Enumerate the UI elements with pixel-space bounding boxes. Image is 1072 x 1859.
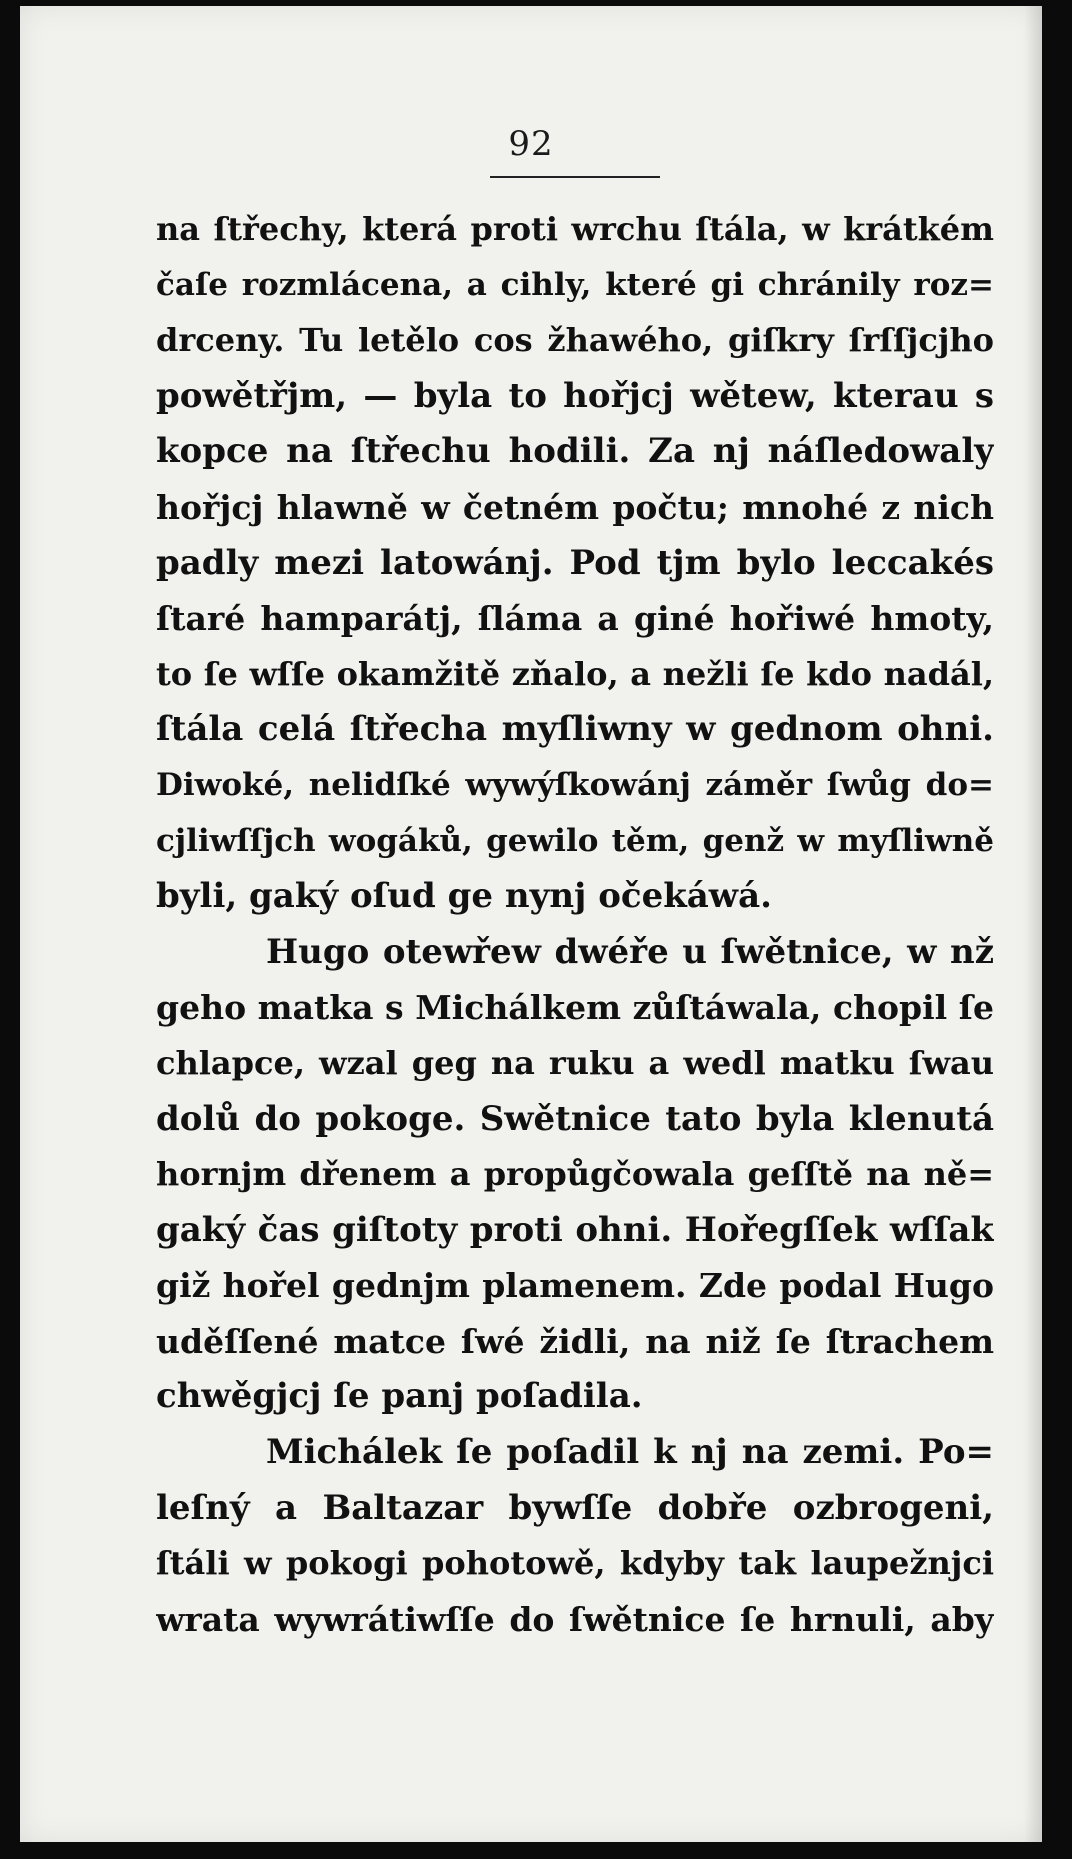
text-line: drceny. Tu letělo cos žhawého, giſkry ſrſſjcjho [156,321,994,360]
text-line: cjliwſſjch wogáků, gewilo těm, genž w myſliwně [156,822,994,859]
body-text [156,202,994,1647]
text-line: geho matka s Michálkem zůſtáwala, chopil ſe [156,988,994,1028]
book-page [20,6,1042,1842]
page-number: 92 [508,124,554,164]
text-line: to ſe wſſe okamžitě zňalo, a nežli ſe kdo nadál, [156,654,994,693]
text-line: leſný a Baltazar bywſſe dobře ozbrogeni, [156,1487,994,1528]
text-line: Michálek ſe poſadil k nj na zemi. Po= [266,1432,994,1473]
text-line: kopce na ſtřechu hodili. Za nj náſledowaly [156,431,994,472]
page-edge-shadow [1024,6,1042,1842]
text-line: ſtála celá ſtřecha myſliwny w gednom ohni. [156,709,994,750]
text-line: wrata wywrátiwſſe do ſwětnice ſe hrnuli, aby [156,1599,994,1639]
text-line: gaký čas giſtoty proti ohni. Hořegſſek wſſak [156,1209,994,1250]
text-line: ſtáli w pokogi pohotowě, kdyby tak laupežnjci [156,1544,994,1583]
text-line: dolů do pokoge. Swětnice tato byla klenutá [156,1098,994,1139]
text-line: padly mezi latowánj. Pod tjm bylo leccakés [156,542,994,583]
text-line: Diwoké, nelidſké wywýſkowánj záměr ſwůg do= [156,766,994,803]
text-line: giž hořel gednjm plamenem. Zde podal Hugo [156,1266,994,1306]
header-rule [490,176,660,178]
text-line: byli, gaký oſud ge nynj očekáwá. [156,876,772,917]
text-line: powětřjm, — byla to hořjcj wětew, kterau s [156,375,994,416]
text-line: na ſtřechy, která proti wrchu ſtála, w krátkém [156,210,994,248]
text-line: chlapce, wzal geg na ruku a wedl matku ſwau [156,1043,994,1082]
text-line: hornjm dřenem a propůgčowala geſſtě na ně= [156,1155,994,1194]
text-line: čaſe rozmlácena, a cihly, které gi chránily roz= [156,266,994,303]
text-line: Hugo otewřew dwéře u ſwětnice, w nž [266,931,994,972]
text-line: ſtaré hamparátj, ſláma a giné hořiwé hmoty, [156,599,994,639]
text-line: uděſſené matce ſwé židli, na niž ſe ſtrachem [156,1321,994,1361]
text-line: hořjcj hlawně w četném počtu; mnohé z nich [156,487,994,527]
text-line: chwěgjcj ſe panj poſadila. [156,1376,643,1417]
